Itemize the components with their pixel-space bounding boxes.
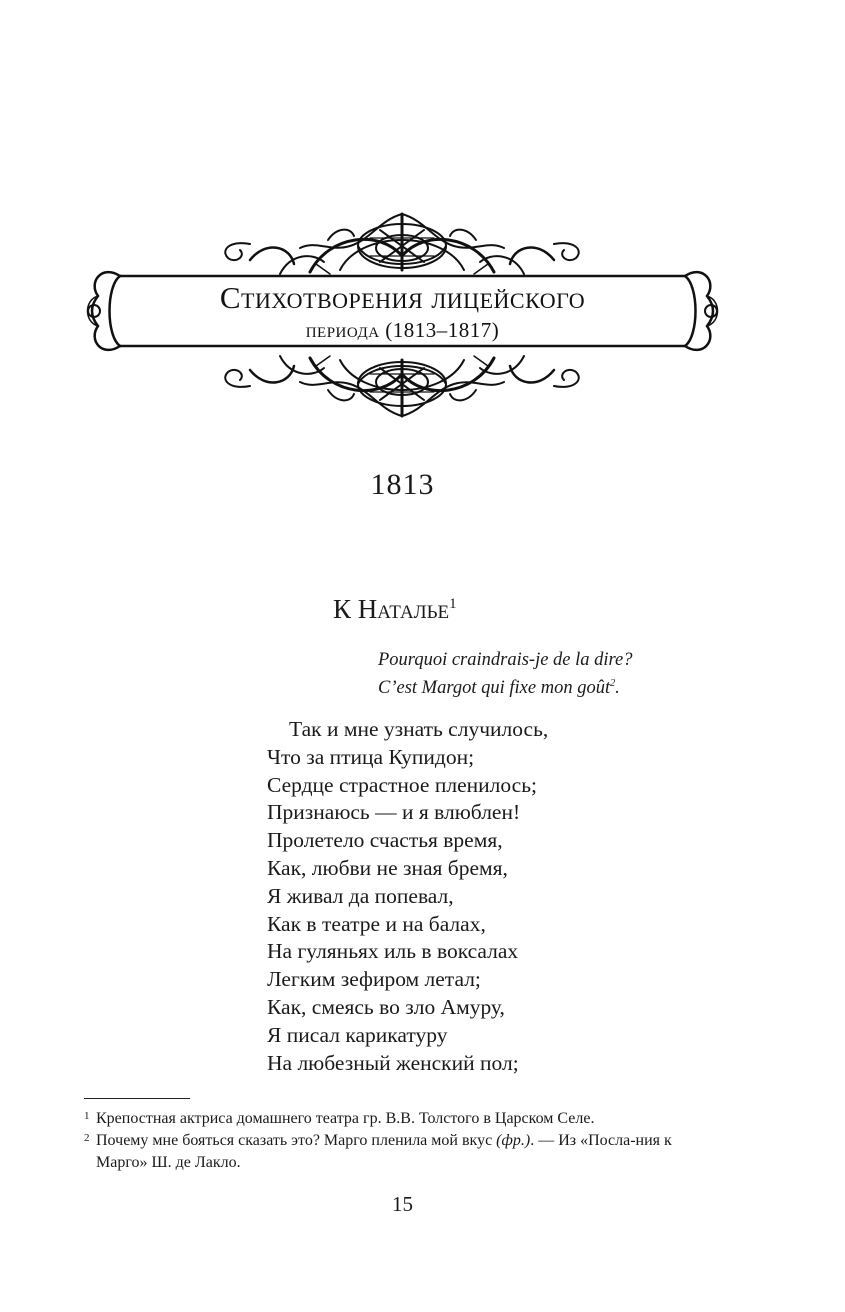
verse-line: Как в театре и на балах, <box>267 911 486 936</box>
verse-line: Признаюсь — и я влюблен! <box>267 800 521 825</box>
poem-verse <box>267 716 548 1077</box>
epigraph-line-2-end: . <box>615 678 620 698</box>
verse-line: Я живал да попевал, <box>267 883 454 908</box>
epigraph-line-1: Pourquoi craindrais-je de la dire? <box>378 650 633 670</box>
footnote-number: 2 <box>84 1132 90 1144</box>
verse-line: На гуляньях иль в воксалах <box>267 939 519 964</box>
verse-line: Как, смеясь во зло Амуру, <box>267 994 505 1019</box>
verse-line: Сердце страстное пленилось; <box>267 772 537 797</box>
footnote-language-note: (фр.) <box>496 1132 531 1149</box>
verse-line: Как, любви не зная бремя, <box>267 855 508 880</box>
epigraph-line-2 <box>378 674 633 702</box>
footnotes <box>84 1108 724 1174</box>
page-number: 15 <box>392 1192 413 1216</box>
epigraph-line-2-text: C’est Margot qui fixe mon goût <box>378 678 611 698</box>
footnote-text: Почему мне бояться сказать это? Марго пленила мой вкус <box>96 1132 497 1149</box>
footnote-number: 1 <box>84 1110 90 1122</box>
footnote-ref-1: 1 <box>449 596 457 612</box>
verse-line: Так и мне узнать случилось, <box>289 717 549 741</box>
epigraph <box>378 646 633 702</box>
bottom-flourish <box>225 356 579 416</box>
verse-line: Легким зефиром летал; <box>267 967 481 992</box>
footnote-ref-2: 2 <box>610 677 616 689</box>
footnote-text-end: . — Из «Посла-ния к Марго» Ш. де Лакло. <box>96 1132 672 1171</box>
top-flourish <box>225 214 579 274</box>
section-title-line2: периода (1813–1817) <box>305 318 500 342</box>
verse-line: Я писал карикатуру <box>267 1022 448 1047</box>
footnote-text: Крепостная актриса домашнего театра гр. В.В. Толстого в Царском Селе. <box>96 1110 595 1127</box>
year-heading: 1813 <box>370 468 435 501</box>
verse-line: На любезный женский пол; <box>267 1050 519 1075</box>
section-title-line1: Стихотворения лицейского <box>219 280 586 315</box>
footnote-1 <box>84 1108 724 1130</box>
verse-line: Пролетело счастья время, <box>267 828 503 853</box>
footnote-divider <box>84 1098 190 1099</box>
poem-title <box>333 594 457 625</box>
footnote-2 <box>84 1130 724 1174</box>
verse-line: Что за птица Купидон; <box>267 744 475 769</box>
poem-title-text: К Наталье <box>333 594 450 624</box>
